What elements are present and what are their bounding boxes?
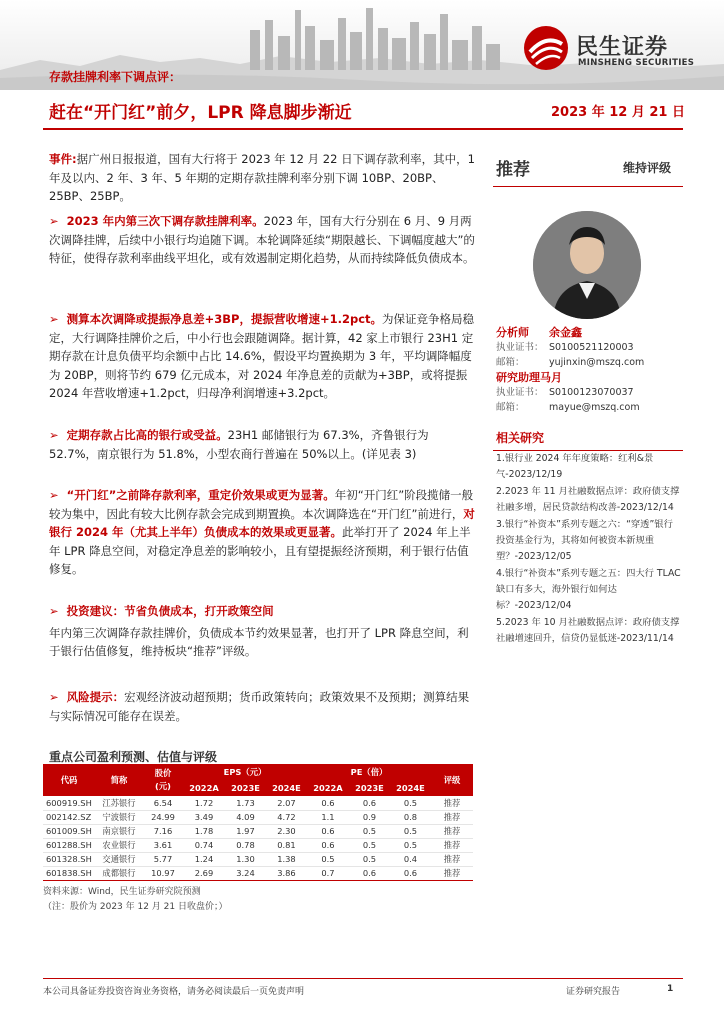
bullet-arrow-icon: ➢ — [49, 428, 59, 442]
cell-rating: 推荐 — [431, 810, 473, 824]
paragraph-risk — [49, 688, 475, 725]
table-row — [43, 852, 473, 866]
col-year: 2023E — [349, 780, 390, 796]
cell-pe-2022a: 0.6 — [307, 796, 349, 810]
cell-pe-2022a: 0.6 — [307, 824, 349, 838]
col-code: 代码 — [43, 764, 95, 796]
cell-eps-2023e: 3.24 — [225, 866, 266, 880]
col-year: 2024E — [266, 780, 307, 796]
cell-code: 600919.SH — [43, 796, 95, 810]
cell-pe-2023e: 0.9 — [349, 810, 390, 824]
cell-pe-2023e: 0.5 — [349, 852, 390, 866]
cell-eps-2023e: 1.97 — [225, 824, 266, 838]
paragraph-heading: 2023 年内第三次下调存款挂牌利率。 — [66, 214, 264, 228]
cell-name: 成都银行 — [95, 866, 143, 880]
cell-price: 10.97 — [143, 866, 183, 880]
cell-name: 农业银行 — [95, 838, 143, 852]
paragraph-beneficiaries — [49, 426, 475, 463]
col-rating: 评级 — [431, 764, 473, 796]
cell-code: 002142.SZ — [43, 810, 95, 824]
forecast-table-title: 重点公司盈利预测、估值与评级 — [49, 750, 218, 764]
cell-eps-2023e: 1.73 — [225, 796, 266, 810]
paragraph-emphasis: 对银行 2024 年（尤其上半年）负债成本的效果或更显著。 — [49, 506, 475, 539]
paragraph-nim-estimate — [49, 310, 475, 403]
related-research-link[interactable]: 1.银行业 2024 年年度策略：红利&景气-2023/12/19 — [496, 453, 654, 480]
title-divider — [43, 128, 683, 130]
cell-pe-2024e: 0.5 — [390, 838, 431, 852]
analyst-role: 分析师 — [496, 326, 529, 339]
cell-eps-2022a: 3.49 — [183, 810, 225, 824]
cell-price: 7.16 — [143, 824, 183, 838]
note-text: （注：股价为 2023 年 12 月 21 日收盘价；） — [43, 902, 228, 912]
bullet-arrow-icon: ➢ — [49, 312, 59, 326]
event-label: 事件: — [49, 152, 77, 166]
email-label: 邮箱： — [496, 357, 525, 368]
cell-rating: 推荐 — [431, 838, 473, 852]
bullet-arrow-icon: ➢ — [49, 604, 59, 618]
cell-price: 6.54 — [143, 796, 183, 810]
cell-pe-2022a: 0.6 — [307, 838, 349, 852]
cell-eps-2022a: 1.24 — [183, 852, 225, 866]
paragraph-rate-cut — [49, 212, 475, 268]
rating-label: 推荐 — [496, 160, 530, 180]
table-row — [43, 810, 473, 824]
report-subtitle: 存款挂牌利率下调点评： — [49, 70, 182, 84]
cell-eps-2024e: 4.72 — [266, 810, 307, 824]
cell-name: 交通银行 — [95, 852, 143, 866]
col-year: 2024E — [390, 780, 431, 796]
cell-code: 601838.SH — [43, 866, 95, 880]
cell-pe-2024e: 0.4 — [390, 852, 431, 866]
paragraph-text: 年内第三次调降存款挂牌价，负债成本节约效果显著，也打开了 LPR 降息空间，利于银行估值修复，维持板块“推荐”评级。 — [49, 625, 469, 658]
event-text: 据广州日报报道，国有大行将于 2023 年 12 月 22 日下调存款利率，其中，1 年及以内、2 年、3 年、5 年期的定期存款挂牌利率分别下调 10BP、20BP、25BP、25BP。 — [49, 152, 475, 203]
col-year: 2022A — [307, 780, 349, 796]
cell-pe-2024e: 0.5 — [390, 796, 431, 810]
bullet-arrow-icon: ➢ — [49, 488, 59, 502]
footer-disclaimer: 本公司具备证券投资咨询业务资格，请务必阅读最后一页免责声明 — [43, 987, 305, 997]
analyst-license: S0100521120003 — [549, 342, 634, 353]
cell-eps-2022a: 0.74 — [183, 838, 225, 852]
table-row — [43, 796, 473, 810]
paragraph-text: 年初“开门红”阶段揽储一般较为集中，因此有较大比例存款会完成到期置换。本次调降选在“开门红”前进行， — [49, 488, 474, 521]
cell-pe-2024e: 0.6 — [390, 866, 431, 880]
rating-action: 维持评级 — [623, 161, 672, 175]
cell-pe-2022a: 1.1 — [307, 810, 349, 824]
cell-code: 601328.SH — [43, 852, 95, 866]
table-source — [43, 885, 227, 915]
minsheng-logo — [522, 24, 712, 74]
cell-pe-2023e: 0.5 — [349, 824, 390, 838]
paragraph-text: 2023 年，国有大行分别在 6 月、9 月两次调降挂牌，后续中小银行均追随下调。本轮调降延续“期限越长、下调幅度越大”的特征，使得存款利率曲线平坦化，或有效遏制定期化趋势，从而持续降低负债成本。 — [49, 214, 475, 265]
col-pe: PE（倍） — [307, 764, 431, 780]
report-header — [0, 0, 724, 128]
cell-eps-2023e: 1.30 — [225, 852, 266, 866]
footer-doc-type: 证券研究报告 — [566, 987, 621, 997]
page-number: 1 — [667, 984, 674, 994]
cell-eps-2022a: 2.69 — [183, 866, 225, 880]
cell-eps-2022a: 1.78 — [183, 824, 225, 838]
rating-box — [493, 145, 683, 187]
email-label: 邮箱： — [496, 402, 525, 413]
paragraph-heading: 定期存款占比高的银行或受益。 — [66, 428, 228, 442]
paragraph-repricing — [49, 486, 475, 579]
license-label: 执业证书： — [496, 342, 544, 353]
cell-name: 江苏银行 — [95, 796, 143, 810]
forecast-table — [43, 764, 473, 881]
table-row — [43, 824, 473, 838]
cell-pe-2023e: 0.5 — [349, 838, 390, 852]
related-research-link[interactable]: 2.2023 年 11 月社融数据点评：政府债支撑社融多增，居民贷款结构改善-2023/12/14 — [496, 486, 680, 513]
paragraph-text: 23H1 邮储银行为 67.3%，齐鲁银行为 52.7%，南京银行为 51.8%，小型农商行普遍在 50%以上。(详见表 3) — [49, 428, 429, 461]
cell-pe-2023e: 0.6 — [349, 866, 390, 880]
cell-eps-2023e: 0.78 — [225, 838, 266, 852]
analyst-email[interactable]: yujinxin@mszq.com — [549, 357, 645, 368]
bullet-arrow-icon: ➢ — [49, 690, 59, 704]
cell-price: 5.77 — [143, 852, 183, 866]
analyst-photo — [533, 211, 641, 319]
footer-divider — [43, 978, 683, 979]
paragraph-text: 宏观经济波动超预期；货币政策转向；政策效果不及预期；测算结果与实际情况可能存在误差。 — [49, 690, 470, 723]
cell-price: 24.99 — [143, 810, 183, 824]
cell-rating: 推荐 — [431, 796, 473, 810]
bullet-arrow-icon: ➢ — [49, 214, 59, 228]
cell-rating: 推荐 — [431, 866, 473, 880]
event-paragraph — [49, 150, 475, 206]
related-research-link[interactable]: 5.2023 年 10 月社融数据点评：政府债支撑社融增速回升，信贷仍显低迷-2023/11/14 — [496, 617, 680, 644]
cell-code: 601288.SH — [43, 838, 95, 852]
table-row — [43, 866, 473, 880]
cell-name: 宁波银行 — [95, 810, 143, 824]
source-text: 资料来源：Wind，民生证券研究院预测 — [43, 887, 201, 897]
license-label: 执业证书： — [496, 387, 544, 398]
cell-name: 南京银行 — [95, 824, 143, 838]
cell-pe-2024e: 0.8 — [390, 810, 431, 824]
related-research-title: 相关研究 — [493, 429, 683, 451]
cell-pe-2022a: 0.7 — [307, 866, 349, 880]
cell-rating: 推荐 — [431, 824, 473, 838]
cell-eps-2024e: 3.86 — [266, 866, 307, 880]
cell-pe-2024e: 0.5 — [390, 824, 431, 838]
cell-eps-2024e: 1.38 — [266, 852, 307, 866]
paragraph-text: 此举打开了 2024 年上半年 LPR 降息空间，对稳定净息差的影响较小，且有望提振经济预期，利于银行估值修复。 — [49, 525, 471, 576]
assistant-email[interactable]: mayue@mszq.com — [549, 402, 640, 413]
cell-eps-2024e: 0.81 — [266, 838, 307, 852]
paragraph-heading: 测算本次调降或提振净息差+3BP，提振营收增速+1.2pct。 — [66, 312, 383, 326]
col-year: 2023E — [225, 780, 266, 796]
report-title: 赶在“开门红”前夕，LPR 降息脚步渐近 — [49, 103, 352, 123]
cell-price: 3.61 — [143, 838, 183, 852]
paragraph-investment-advice — [49, 602, 475, 661]
col-year: 2022A — [183, 780, 225, 796]
col-eps: EPS（元） — [183, 764, 307, 780]
brand-name-cn: 民生证券 — [576, 35, 669, 60]
minsheng-emblem-icon — [522, 24, 570, 72]
table-row — [43, 838, 473, 852]
cell-eps-2023e: 4.09 — [225, 810, 266, 824]
report-date: 2023 年 12 月 21 日 — [551, 105, 685, 120]
assistant-license: S0100123070037 — [549, 387, 634, 398]
related-research-list — [496, 451, 681, 648]
paragraph-heading: 投资建议：节省负债成本，打开政策空间 — [66, 604, 274, 618]
analyst-info — [496, 325, 686, 415]
cell-eps-2024e: 2.30 — [266, 824, 307, 838]
paragraph-heading: “开门红”之前降存款利率，重定价效果或更为显著。 — [66, 488, 335, 502]
brand-name-en: MINSHENG SECURITIES — [578, 58, 695, 68]
cell-rating: 推荐 — [431, 852, 473, 866]
analyst-name: 余金鑫 — [549, 326, 582, 339]
assistant-name: 马月 — [540, 371, 562, 384]
cell-pe-2023e: 0.6 — [349, 796, 390, 810]
col-name: 简称 — [95, 764, 143, 796]
cell-pe-2022a: 0.5 — [307, 852, 349, 866]
paragraph-heading: 风险提示： — [66, 690, 125, 704]
related-research-link[interactable]: 4.银行“补资本”系列专题之五：四大行 TLAC 缺口有多大，海外银行如何达标？-2023/12/04 — [496, 568, 681, 611]
cell-code: 601009.SH — [43, 824, 95, 838]
cell-eps-2022a: 1.72 — [183, 796, 225, 810]
assistant-role: 研究助理 — [496, 371, 540, 384]
col-price: 股价 (元) — [143, 764, 183, 796]
related-research-link[interactable]: 3.银行“补资本”系列专题之六：“穿透”银行投资基金行为，其将如何被资本新规重塑？-2023/12/05 — [496, 519, 673, 562]
cell-eps-2024e: 2.07 — [266, 796, 307, 810]
paragraph-text: 为保证竞争格局稳定，大行调降挂牌价之后，中小行也会跟随调降。据计算，42 家上市银行 23H1 定期存款在计息负债平均余额中占比 14.6%，假设平均置换期为 3 年，平均调降幅度为 20BP，则将节约 679 亿元成本，对 2024 年净息差的贡献为+3BP，或将提振 2024 年营收增速+1.2pct，归母净利润增速+3.2pct。 — [49, 312, 475, 400]
